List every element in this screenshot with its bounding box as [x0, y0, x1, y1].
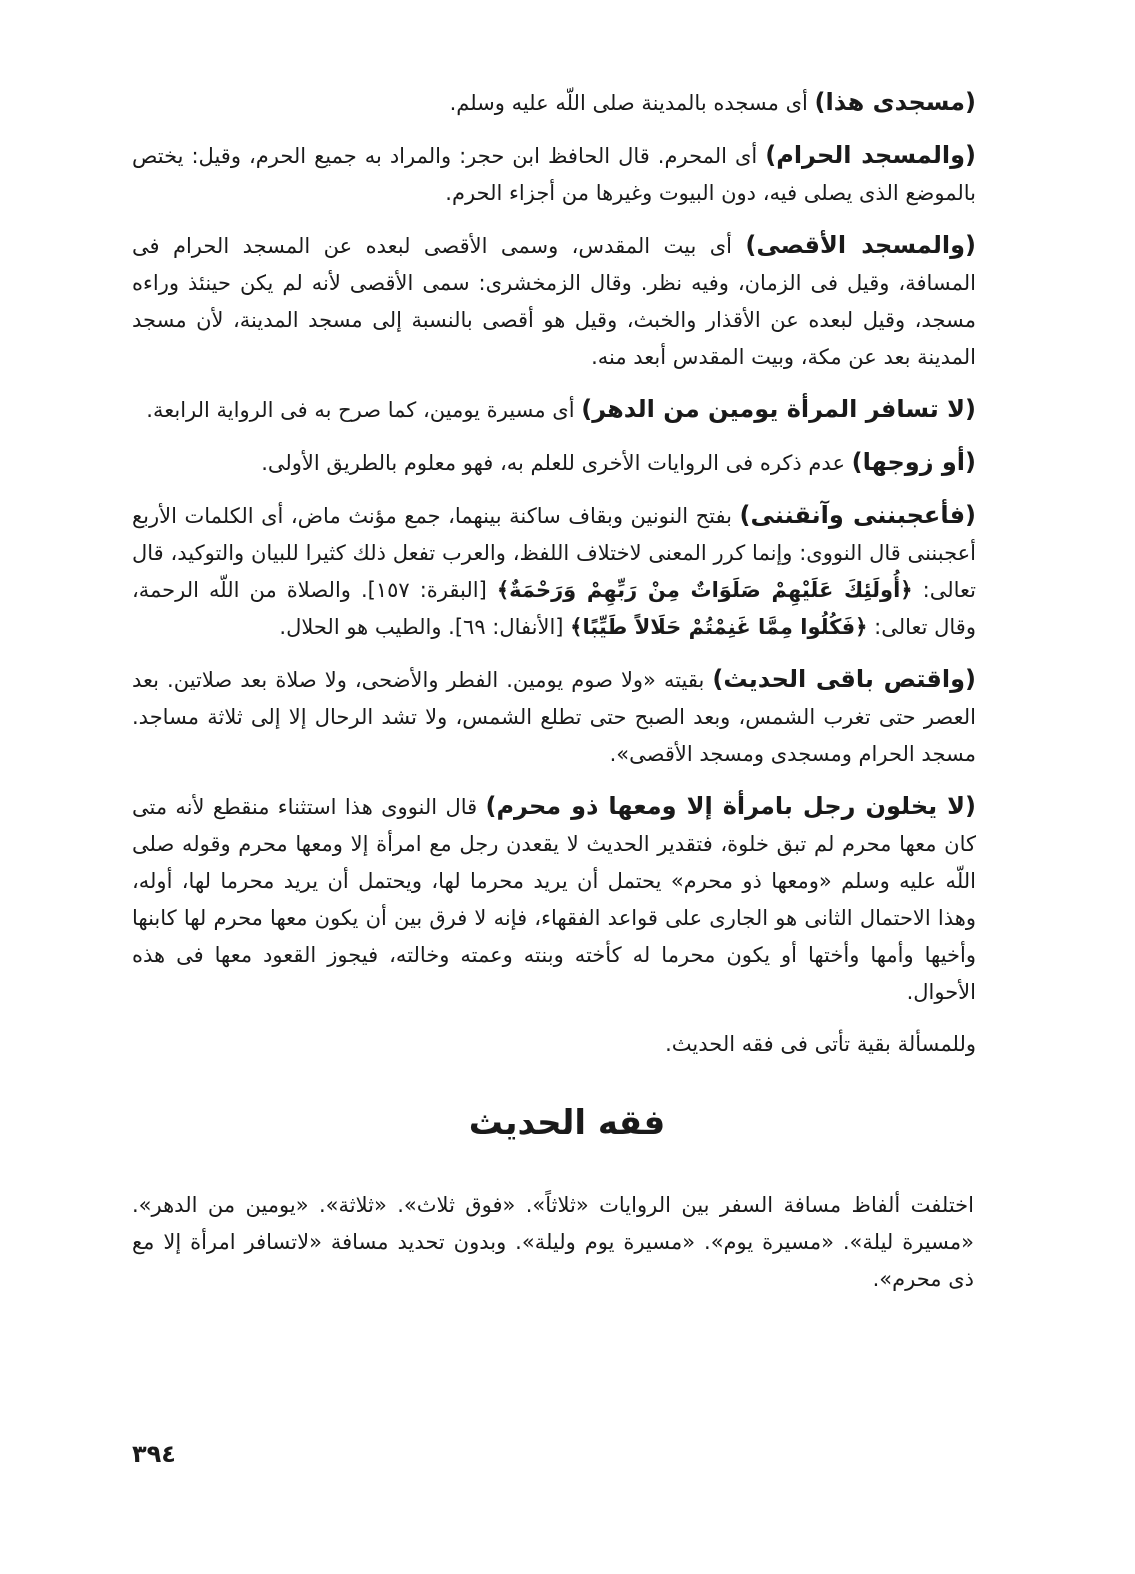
commentary-paragraph-2: [132, 137, 1002, 212]
commentary-term: (واقتص باقى الحديث): [712, 665, 976, 693]
commentary-text: أى بيت المقدس، وسمى الأقصى لبعده عن المسجد الحرام فى المسافة، وقيل فى الزمان، وفيه نظر. وقال الزمخشرى: سمى الأقصى لأنه لم يكن حينئذ وراءه مسجد، وقيل لبعده عن الأقذار والخبث، وقيل هو أقصى بالنسبة إلى مسجد المدينة، لأن مسجد المدينة بعد عن مكة، وبيت المقدس أبعد منه.: [132, 234, 976, 369]
page-number: ٣٩٤: [132, 1440, 176, 1468]
commentary-paragraph-1: [132, 84, 1002, 122]
commentary-term: (لا يخلون رجل بامرأة إلا ومعها ذو محرم): [485, 792, 976, 820]
quran-verse: ﴿أُولَئِكَ عَلَيْهِمْ صَلَوَاتٌ مِنْ رَبِّهِمْ وَرَحْمَةٌ﴾: [496, 578, 913, 602]
commentary-term: (فأعجبننى وآنقننى): [739, 501, 977, 529]
commentary-paragraph-4: [132, 391, 1002, 429]
commentary-paragraph-8: [132, 788, 1002, 1011]
commentary-term: (مسجدى هذا): [814, 88, 976, 116]
commentary-text: بقيته «ولا صوم يومين. الفطر والأضحى، ولا صلاة بعد صلاتين. بعد العصر حتى تغرب الشمس، وبعد الصبح حتى تطلع الشمس، ولا تشد الرحال إلا إلى ثلاثة مساجد. مسجد الحرام ومسجدى ومسجد الأقصى».: [132, 668, 976, 766]
commentary-term: (والمسجد الحرام): [765, 141, 976, 169]
commentary-paragraph-6: [132, 497, 1002, 646]
commentary-term: (والمسجد الأقصى): [745, 231, 976, 259]
page-content: [132, 84, 1002, 1313]
commentary-text: بفتح النونين وبقاف ساكنة بينهما، جمع مؤنث ماض، أى الكلمات الأربع أعجبننى قال النووى: وإنما كرر المعنى لاختلاف اللفظ، والعرب تفعل ذلك كثيرا للبيان والتوكيد، قال تعالى:: [132, 504, 976, 602]
commentary-text: أى مسيرة يومين، كما صرح به فى الرواية الرابعة.: [146, 398, 582, 422]
commentary-text: [الأنفال: ٦٩]. والطيب هو الحلال.: [279, 615, 571, 639]
commentary-text: أى مسجده بالمدينة صلى اللّه عليه وسلم.: [449, 91, 815, 115]
commentary-paragraph-3: [132, 227, 1002, 376]
commentary-text: عدم ذكره فى الروايات الأخرى للعلم به، فهو معلوم بالطريق الأولى.: [261, 451, 852, 475]
commentary-text: أى المحرم. قال الحافظ ابن حجر: والمراد به جميع الحرم، وقيل: يختص بالموضع الذى يصلى فيه، دون البيوت وغيرها من أجزاء الحرم.: [132, 144, 976, 205]
commentary-paragraph-7: [132, 661, 1002, 773]
commentary-term: (لا تسافر المرأة يومين من الدهر): [581, 395, 976, 423]
body-paragraph: اختلفت ألفاظ مسافة السفر بين الروايات «ثلاثاً». «فوق ثلاث». «ثلاثة». «يومين من الدهر». «مسيرة ليلة». «مسيرة يوم». «مسيرة يوم وليلة». وبدون تحديد مسافة «لاتسافر امرأة إلا مع ذى محرم».: [132, 1193, 974, 1291]
commentary-paragraph-9: [132, 1026, 1002, 1063]
quran-verse: ﴿فَكُلُوا مِمَّا غَنِمْتُمْ حَلَالاً طَيِّبًا﴾: [570, 615, 868, 639]
commentary-text: وللمسألة بقية تأتى فى فقه الحديث.: [665, 1032, 976, 1056]
commentary-text: قال النووى هذا استثناء منقطع لأنه متى كان معها محرم لم تبق خلوة، فتقدير الحديث لا يقعدن رجل مع امرأة إلا ومعها محرم وقوله صلى اللّه عليه وسلم «ومعها ذو محرم» يحتمل أن يريد محرما لها، ويحتمل أن يريد محرما لها، أوله، وهذا الاحتمال الثانى هو الجارى على قواعد الفقهاء، فإنه لا فرق بين أن يكون معها محرم لها كابنها وأخيها وأمها وأختها أو يكون محرما له كأخته وبنته وعمته وخالته، فيجوز القعود معها فى هذه الأحوال.: [132, 795, 976, 1004]
commentary-term: (أو زوجها): [851, 448, 976, 476]
section-heading: فقه الحديث: [468, 1103, 666, 1143]
commentary-text: [البقرة: ١٥٧]. والصلاة من اللّه الرحمة، وقال تعالى:: [132, 578, 976, 639]
commentary-paragraph-5: [132, 444, 1002, 482]
